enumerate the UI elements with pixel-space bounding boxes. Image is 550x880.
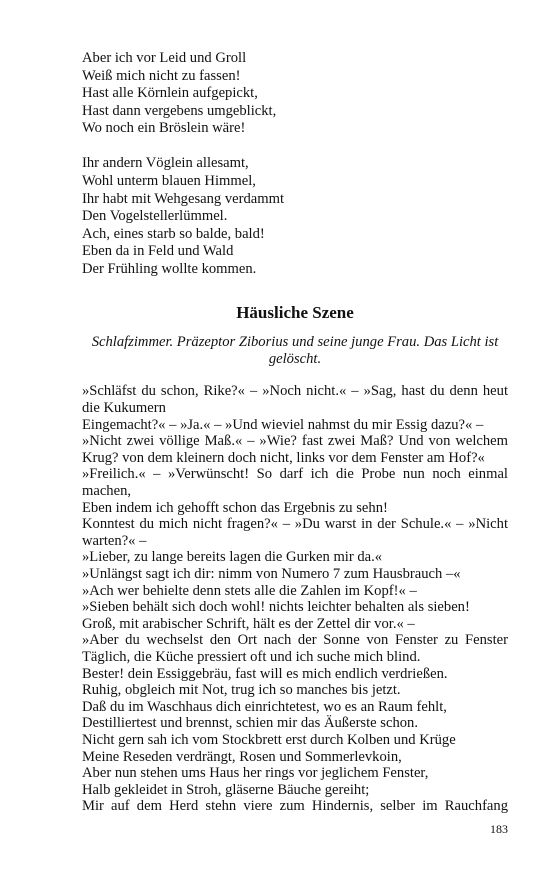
dialogue-line: »Ach wer behielte denn stets alle die Zahlen im Kopf!« – — [82, 582, 417, 599]
poem-stanza-1 — [82, 50, 508, 138]
verse-line: Ihr habt mit Wehgesang verdammt — [82, 190, 285, 207]
dialogue-text — [82, 383, 508, 814]
dialogue-line: Aber nun stehen ums Haus her rings vor jeglichem Fenster, — [82, 765, 429, 782]
poem-stanza-2 — [82, 155, 508, 278]
dialogue-line: Daß du im Waschhaus dich einrichtetest, wo es an Raum fehlt, — [82, 698, 447, 715]
dialogue-line: »Unlängst sagt ich dir: nimm von Numero 7 zum Hausbrauch –« — [82, 565, 461, 582]
dialogue-line: »Schläfst du schon, Rike?« – »Noch nicht.« – »Sag, hast du denn heut die Kukumern — [82, 383, 508, 417]
dialogue-line: Eben indem ich gehofft schon das Ergebnis zu sehn! — [82, 499, 388, 516]
stage-direction: Schlafzimmer. Präzeptor Ziborius und seine junge Frau. Das Licht ist gelöscht. — [91, 333, 499, 368]
dialogue-line: »Aber du wechselst den Ort nach der Sonne von Fenster zu Fenster — [82, 632, 508, 649]
verse-line: Aber ich vor Leid und Groll — [82, 50, 247, 66]
page-number: 183 — [490, 822, 508, 836]
dialogue-line: »Nicht zwei völlige Maß.« – »Wie? fast zwei Maß? Und von welchem Krug? von dem kleinern doch nicht, links vor dem Fenster am Hof?« — [82, 433, 508, 466]
dialogue-line: Bester! dein Essiggebräu, fast will es mich endlich verdrießen. — [82, 665, 448, 682]
dialogue-line: Täglich, die Küche pressiert oft und ich suche mich blind. — [82, 648, 421, 665]
verse-line: Den Vogelstellerlümmel. — [82, 208, 228, 225]
dialogue-line: Konntest du mich nicht fragen?« – »Du warst in der Schule.« – »Nicht warten?« – — [82, 516, 508, 549]
verse-line: Hast dann vergebens umgeblickt, — [82, 102, 277, 119]
dialogue-line: Ruhig, obgleich mit Not, trug ich so manches bis jetzt. — [82, 682, 401, 699]
dialogue-line: Nicht gern sah ich vom Stockbrett erst durch Kolben und Krüge — [82, 731, 456, 748]
verse-line: Eben da in Feld und Wald — [82, 243, 234, 260]
verse-line: Weiß mich nicht zu fassen! — [82, 67, 241, 84]
dialogue-line: »Sieben behält sich doch wohl! nichts leichter behalten als sieben! — [82, 599, 470, 616]
dialogue-line: Mir auf dem Herd stehn viere zum Hindernis, selber im Rauchfang — [82, 798, 508, 815]
dialogue-line: Halb gekleidet in Stroh, gläserne Bäuche gereiht; — [82, 781, 370, 798]
verse-line: Ach, eines starb so balde, bald! — [82, 225, 265, 242]
section-title: Häusliche Szene — [236, 302, 354, 322]
dialogue-line: Meine Reseden verdrängt, Rosen und Sommerlevkoin, — [82, 748, 402, 765]
verse-line: Wo noch ein Bröslein wäre! — [82, 120, 246, 137]
verse-line: Ihr andern Vöglein allesamt, — [82, 155, 249, 172]
verse-line: Wohl unterm blauen Himmel, — [82, 173, 256, 190]
dialogue-line: Eingemacht?« – »Ja.« – »Und wieviel nahmst du mir Essig dazu?« – — [82, 416, 484, 433]
dialogue-line: »Lieber, zu lange bereits lagen die Gurken mir da.« — [82, 549, 383, 566]
dialogue-line: Groß, mit arabischer Schrift, hält es der Zettel dir vor.« – — [82, 615, 415, 632]
dialogue-line: »Freilich.« – »Verwünscht! So darf ich die Probe nun noch einmal machen, — [82, 466, 508, 499]
verse-line: Der Frühling wollte kommen. — [82, 261, 257, 278]
dialogue-line: Destilliertest und brennst, schien mir das Äußerste schon. — [82, 715, 418, 732]
book-page — [82, 50, 508, 815]
verse-line: Hast alle Körnlein aufgepickt, — [82, 85, 258, 102]
